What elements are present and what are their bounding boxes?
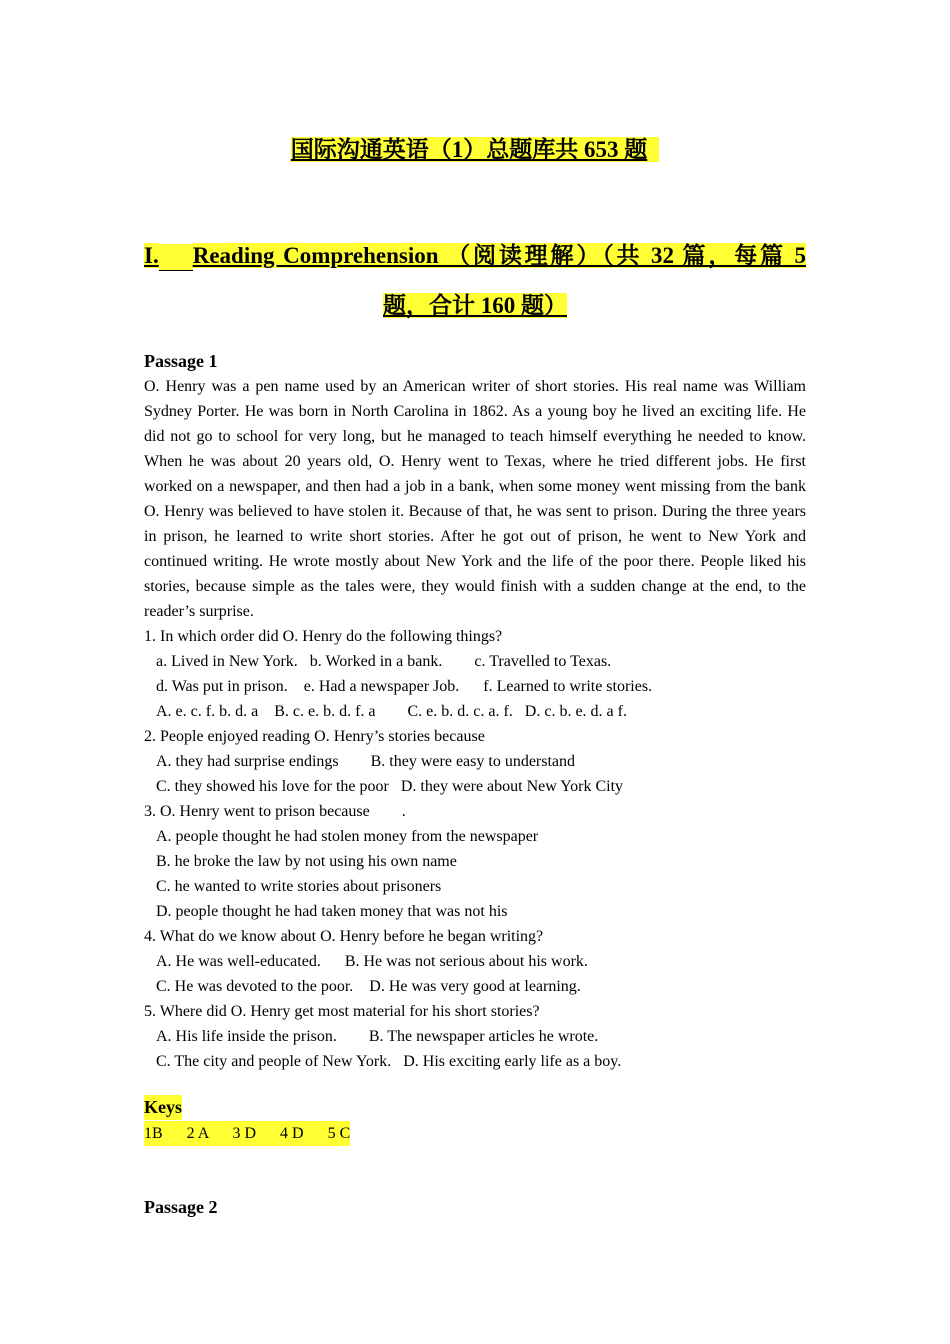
passage-2-heading: Passage 2 (144, 1197, 218, 1217)
document-title-text: 国际沟通英语（1）总题库共 653 题 (291, 137, 660, 162)
section-number-gap (159, 244, 193, 271)
answer-keys (144, 1095, 806, 1146)
section-heading (144, 231, 806, 331)
question-option: A. His life inside the prison. B. The newspaper articles he wrote. (156, 1028, 599, 1045)
passage-1-text: O. Henry was a pen name used by an American writer of short stories. His real name was William Sydney Porter. He was born in North Carolina in 1862. As a young boy he lived an exciting life. He did not go to school for very long, but he managed to teach himself everything he needed to know. When he was about 20 years old, O. Henry went to Texas, where he tried different jobs. He first worked on a newspaper, and then had a job in a bank, when some money went missing from the bank O. Henry was believed to have stolen it. Because of that, he was sent to prison. During the three years in prison, he learned to write short stories. After he got out of prison, he went to New York and continued writing. He wrote mostly about New York and the life of the poor there. People liked his stories, because simple as the tales were, they would finish with a sudden change at the end, to the reader’s surprise. (144, 378, 806, 620)
question-1 (144, 624, 806, 724)
question-option: D. people thought he had taken money that was not his (156, 903, 508, 920)
question-option: B. he broke the law by not using his own name (156, 853, 457, 870)
document-title (0, 133, 950, 167)
question-option: A. He was well-educated. B. He was not serious about his work. (156, 953, 588, 970)
question-option: A. people thought he had stolen money from the newspaper (156, 828, 539, 845)
question-option: d. Was put in prison. e. Had a newspaper Job. f. Learned to write stories. (156, 678, 653, 695)
question-stem: 2. People enjoyed reading O. Henry’s stories because (144, 728, 485, 745)
question-stem: 4. What do we know about O. Henry before he began writing? (144, 928, 544, 945)
question-5 (144, 999, 806, 1074)
question-option: C. they showed his love for the poor D. they were about New York City (156, 778, 624, 795)
keys-heading: Keys (144, 1095, 182, 1120)
section-number: I. (144, 243, 159, 268)
passage-1-heading: Passage 1 (144, 351, 218, 371)
question-option: C. The city and people of New York. D. His exciting early life as a boy. (156, 1053, 622, 1070)
question-3 (144, 799, 806, 924)
passage-2 (144, 1195, 806, 1220)
question-option: A. e. c. f. b. d. a B. c. e. b. d. f. a C. e. b. d. c. a. f. D. c. b. e. d. a f. (156, 703, 627, 720)
section-title: Reading Comprehension （阅读理解）（共 32 篇，每篇 5 题，合计 160 题） (192, 243, 806, 318)
question-2 (144, 724, 806, 799)
question-stem: 3. O. Henry went to prison because . (144, 803, 406, 820)
passage-1 (144, 349, 806, 1074)
question-option: a. Lived in New York. b. Worked in a bank. c. Travelled to Texas. (156, 653, 612, 670)
question-stem: 5. Where did O. Henry get most material for his short stories? (144, 1003, 540, 1020)
question-option: C. he wanted to write stories about prisoners (156, 878, 442, 895)
question-stem: 1. In which order did O. Henry do the following things? (144, 628, 503, 645)
question-option: A. they had surprise endings B. they were easy to understand (156, 753, 576, 770)
question-option: C. He was devoted to the poor. D. He was very good at learning. (156, 978, 581, 995)
question-4 (144, 924, 806, 999)
keys-answers: 1B 2 A 3 D 4 D 5 C (144, 1121, 350, 1146)
